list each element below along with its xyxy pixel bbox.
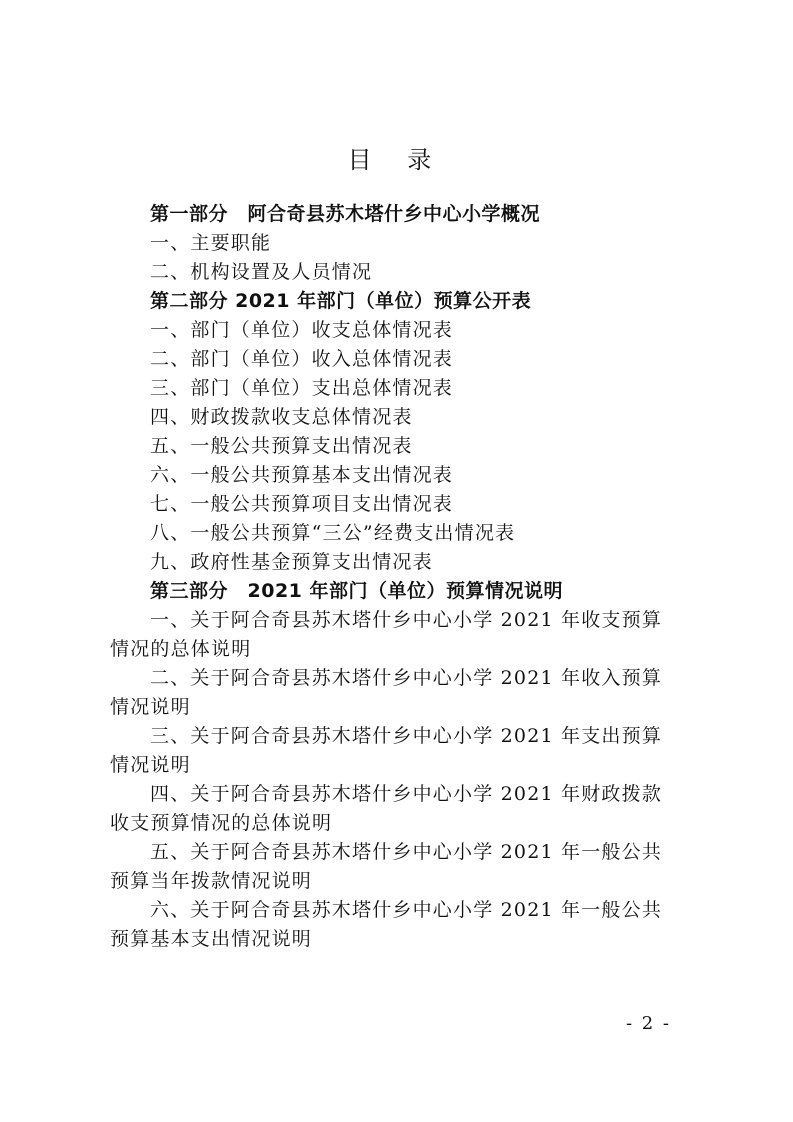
toc-item: 二、机构设置及人员情况 [150,261,373,283]
toc-item: 六、关于阿合奇县苏木塔什乡中心小学 2021 年一般公共 [150,899,663,921]
toc-item: 九、政府性基金预算支出情况表 [150,551,433,573]
toc-item: 一、主要职能 [150,232,272,254]
part-heading: 第一部分 阿合奇县苏木塔什乡中心小学概况 [150,203,541,225]
toc-item-continuation: 情况的总体说明 [110,638,252,660]
table-of-contents [110,200,690,954]
toc-item: 七、一般公共预算项目支出情况表 [150,493,454,515]
toc-item: 四、关于阿合奇县苏木塔什乡中心小学 2021 年财政拨款 [150,783,663,805]
toc-item: 三、关于阿合奇县苏木塔什乡中心小学 2021 年支出预算 [150,725,663,747]
toc-item: 八、一般公共预算“三公”经费支出情况表 [150,522,516,544]
toc-item: 四、财政拨款收支总体情况表 [150,406,413,428]
toc-item-continuation: 收支预算情况的总体说明 [110,812,333,834]
toc-item-continuation: 情况说明 [110,696,191,718]
toc-item: 三、部门（单位）支出总体情况表 [150,377,454,399]
toc-item: 五、一般公共预算支出情况表 [150,435,413,457]
toc-item: 一、部门（单位）收支总体情况表 [150,319,454,341]
toc-item: 六、一般公共预算基本支出情况表 [150,464,454,486]
toc-item: 二、部门（单位）收入总体情况表 [150,348,454,370]
toc-item-continuation: 情况说明 [110,754,191,776]
toc-item: 五、关于阿合奇县苏木塔什乡中心小学 2021 年一般公共 [150,841,663,863]
part-heading: 第二部分 2021 年部门（单位）预算公开表 [150,290,532,312]
toc-item: 二、关于阿合奇县苏木塔什乡中心小学 2021 年收入预算 [150,667,663,689]
part-heading: 第三部分 2021 年部门（单位）预算情况说明 [150,580,563,602]
page-title: 目 录 [347,146,446,174]
toc-item-continuation: 预算当年拨款情况说明 [110,870,313,892]
toc-item: 一、关于阿合奇县苏木塔什乡中心小学 2021 年收支预算 [150,609,663,631]
page-number: - 2 - [625,1013,671,1034]
toc-item-continuation: 预算基本支出情况说明 [110,928,313,950]
